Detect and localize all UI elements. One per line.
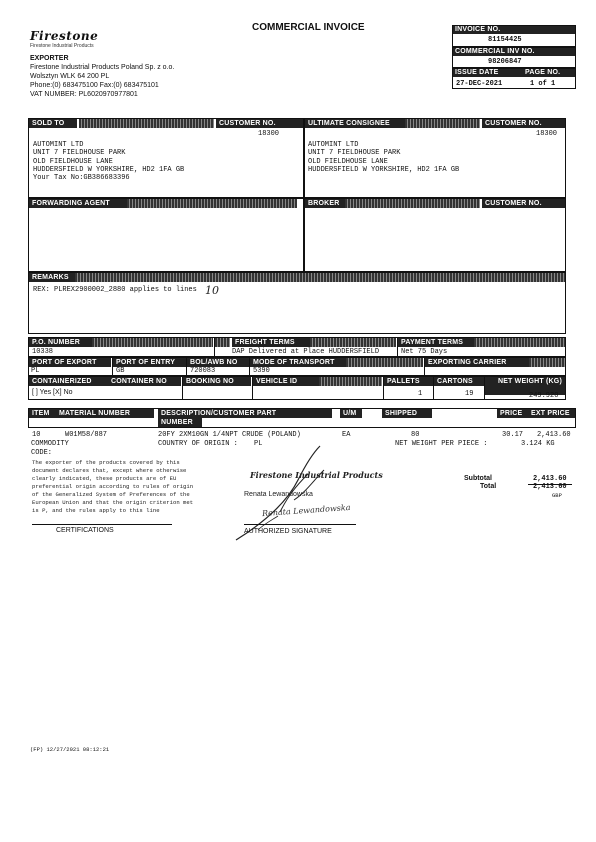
broker-customer-header: CUSTOMER NO. bbox=[482, 199, 565, 208]
port-export-header: PORT OF EXPORT bbox=[29, 358, 111, 367]
authorized-signature-label: AUTHORIZED SIGNATURE bbox=[244, 528, 332, 535]
consignee-header: ULTIMATE CONSIGNEE bbox=[305, 119, 405, 128]
total-label: Total bbox=[480, 483, 497, 490]
stamp-person: Renata Lewandowska bbox=[244, 491, 313, 498]
checkbox-checked-icon: [X] bbox=[53, 389, 62, 396]
consignee-address bbox=[308, 141, 459, 174]
sold-to-customer-header: CUSTOMER NO. bbox=[216, 119, 303, 128]
broker-header: BROKER bbox=[305, 199, 345, 208]
containerized-no: No bbox=[63, 389, 73, 396]
containerized-yes: Yes bbox=[39, 389, 52, 396]
commodity-label: COMMODITY bbox=[31, 440, 69, 448]
exporter-name: Firestone Industrial Products Poland Sp. z o.o. bbox=[30, 64, 175, 71]
page-header: PAGE NO. bbox=[522, 68, 576, 77]
code-label: CODE: bbox=[31, 449, 53, 457]
consignee-line: UNIT 7 FIELDHOUSE PARK bbox=[308, 149, 401, 158]
transport-header-fill bbox=[346, 358, 423, 367]
certification-line: is P, and the rules apply to this line bbox=[32, 507, 160, 514]
consignee-line: HUDDERSFIELD W YORKSHIRE, HD2 1FA GB bbox=[308, 165, 460, 174]
booking-no-header: BOOKING NO bbox=[183, 377, 251, 386]
freight-terms-header: FREIGHT TERMS bbox=[232, 338, 310, 347]
pallets-header: PALLETS bbox=[384, 377, 433, 386]
certification-line: document declares that, except where otherwise bbox=[32, 467, 187, 474]
remarks-text: REX: PLREX2900002_2880 applies to lines bbox=[33, 286, 197, 294]
sold-to-header: SOLD TO bbox=[29, 119, 77, 128]
sold-to-address bbox=[33, 141, 184, 182]
exporter-heading: EXPORTER bbox=[30, 55, 69, 62]
item-description: 20FY 2XM10GN 1/4NPT CRUDE (POLAND) bbox=[158, 431, 301, 439]
freight-header-fill-left bbox=[215, 338, 230, 347]
broker-header-fill bbox=[345, 199, 480, 208]
consignee-line: OLD FIELDHOUSE LANE bbox=[308, 157, 388, 166]
port-entry-header: PORT OF ENTRY bbox=[113, 358, 186, 367]
vehicle-id-header: VEHICLE ID bbox=[253, 377, 319, 386]
item-material: W01M58/887 bbox=[65, 431, 108, 439]
freight-header-fill-right bbox=[310, 338, 396, 347]
containerized-header: CONTAINERIZED bbox=[29, 377, 108, 386]
stamp-company: Firestone Industrial Products bbox=[250, 470, 383, 480]
country-origin: PL bbox=[254, 440, 263, 448]
net-weight-piece: 3.124 KG bbox=[521, 440, 555, 448]
pallets-count: 1 bbox=[418, 390, 423, 398]
transport-mode-header: MODE OF TRANSPORT bbox=[250, 358, 346, 367]
ext-price-column-header: EXT PRICE bbox=[528, 409, 575, 418]
commercial-number: 98206847 bbox=[488, 58, 522, 66]
transport-mode: 5390 bbox=[253, 367, 270, 375]
net-weight-piece-label: NET WEIGHT PER PIECE : bbox=[395, 440, 488, 448]
net-weight-header: NET WEIGHT (KG) bbox=[485, 377, 565, 395]
material-column-header: MATERIAL NUMBER bbox=[56, 409, 154, 418]
port-export: PL bbox=[31, 367, 40, 375]
logo-tagline: Firestone Industrial Products bbox=[30, 43, 94, 49]
bol-number: 720083 bbox=[190, 367, 216, 375]
consignee-customer-number: 18300 bbox=[536, 130, 558, 138]
certification-statement bbox=[32, 459, 193, 515]
vehicle-header-fill bbox=[319, 377, 382, 386]
carrier-header: EXPORTING CARRIER bbox=[425, 358, 529, 367]
subtotal-amount: 2,413.60 bbox=[533, 475, 567, 483]
bol-header: BOL/AWB NO bbox=[187, 358, 249, 367]
cartons-count: 19 bbox=[465, 390, 474, 398]
forwarding-header-fill bbox=[127, 199, 297, 208]
date-header: ISSUE DATE bbox=[452, 68, 522, 77]
broker-box bbox=[304, 198, 566, 272]
currency-code: GBP bbox=[552, 492, 562, 499]
certifications-line bbox=[32, 524, 172, 525]
port-entry: GB bbox=[116, 367, 125, 375]
sold-to-line: AUTOMINT LTD bbox=[33, 141, 84, 149]
certification-line: The exporter of the products covered by this bbox=[32, 459, 180, 466]
sold-to-line: OLD FIELDHOUSE LANE bbox=[33, 157, 113, 166]
item-um: EA bbox=[342, 431, 351, 439]
certification-line: of the Generalized System of Preferences of the bbox=[32, 491, 190, 498]
commercial-no-header: COMMERCIAL INV NO. bbox=[452, 47, 576, 56]
total-amount: 2,413.60 bbox=[533, 483, 567, 491]
invoice-number: 81154425 bbox=[488, 36, 522, 44]
containerized-options bbox=[32, 389, 73, 396]
item-shipped: 80 bbox=[411, 431, 420, 439]
item-ext-price: 2,413.60 bbox=[537, 431, 571, 439]
description-column-header: DESCRIPTION/CUSTOMER PART bbox=[158, 409, 332, 418]
company-logo: Firestone bbox=[30, 29, 99, 43]
print-timestamp: (FP) 12/27/2021 08:12:21 bbox=[30, 746, 110, 753]
po-number: 10338 bbox=[32, 348, 54, 356]
remarks-handwritten-note: 10 bbox=[205, 284, 219, 297]
forwarding-agent-header: FORWARDING AGENT bbox=[29, 199, 127, 208]
remarks-header-fill bbox=[75, 273, 565, 282]
freight-terms: DAP Delivered at Place HUDDERSFIELD bbox=[232, 348, 380, 356]
sold-to-header-fill bbox=[79, 119, 214, 128]
item-column-header: ITEM bbox=[29, 409, 56, 418]
country-origin-label: COUNTRY OF ORIGIN : bbox=[158, 440, 238, 448]
consignee-customer-header: CUSTOMER NO. bbox=[482, 119, 565, 128]
price-column-header: PRICE bbox=[497, 409, 533, 418]
sold-to-customer-number: 18300 bbox=[258, 130, 280, 138]
net-weight: 249.920 bbox=[529, 392, 559, 400]
um-column-header: U/M bbox=[340, 409, 362, 418]
certification-line: European Union and that the origin criterion met bbox=[32, 499, 194, 506]
certification-line: clearly indicated, these products are of EU bbox=[32, 475, 177, 482]
container-no-header: CONTAINER NO bbox=[108, 377, 181, 386]
sold-to-line: Your Tax No:GB386683396 bbox=[33, 174, 130, 183]
invoice-date: 27-DEC-2021 bbox=[456, 80, 503, 88]
document-title: COMMERCIAL INVOICE bbox=[252, 22, 365, 33]
invoice-no-header: INVOICE NO. bbox=[452, 25, 576, 34]
number-column-header: NUMBER bbox=[158, 418, 202, 427]
forwarding-agent-box bbox=[28, 198, 304, 272]
subtotal-label: Subtotal bbox=[464, 475, 492, 482]
consignee-header-fill bbox=[405, 119, 480, 128]
payment-header-fill bbox=[474, 338, 565, 347]
payment-terms-header: PAYMENT TERMS bbox=[398, 338, 474, 347]
cartons-header: CARTONS bbox=[434, 377, 484, 386]
exporter-vat: VAT NUMBER: PL6020970977801 bbox=[30, 91, 138, 98]
consignee-line: AUTOMINT LTD bbox=[308, 141, 359, 149]
item-price: 30.17 bbox=[502, 431, 524, 439]
remarks-header: REMARKS bbox=[29, 273, 75, 282]
page-number: 1 of 1 bbox=[530, 80, 556, 88]
sold-to-line: HUDDERSFIELD W YORKSHIRE, HD2 1FA GB bbox=[33, 165, 185, 174]
carrier-header-fill bbox=[529, 358, 565, 367]
payment-terms: Net 75 Days bbox=[401, 348, 448, 356]
po-number-header: P.O. NUMBER bbox=[29, 338, 92, 347]
exporter-address: Wolsztyn WLK 64 200 PL bbox=[30, 73, 110, 80]
po-header-fill bbox=[92, 338, 213, 347]
checkbox-icon: [ ] bbox=[32, 389, 38, 396]
sold-to-line: UNIT 7 FIELDHOUSE PARK bbox=[33, 149, 126, 158]
item-line-number: 10 bbox=[32, 431, 41, 439]
certifications-label: CERTIFICATIONS bbox=[56, 527, 114, 534]
certification-line: preferential origin according to rules of origin bbox=[32, 483, 194, 490]
handwritten-signature: Renata Lewandowska bbox=[261, 502, 351, 519]
exporter-phone: Phone:(0) 683475100 Fax:(0) 683475101 bbox=[30, 82, 159, 89]
shipped-column-header: SHIPPED bbox=[382, 409, 432, 418]
signature-line bbox=[244, 524, 356, 525]
